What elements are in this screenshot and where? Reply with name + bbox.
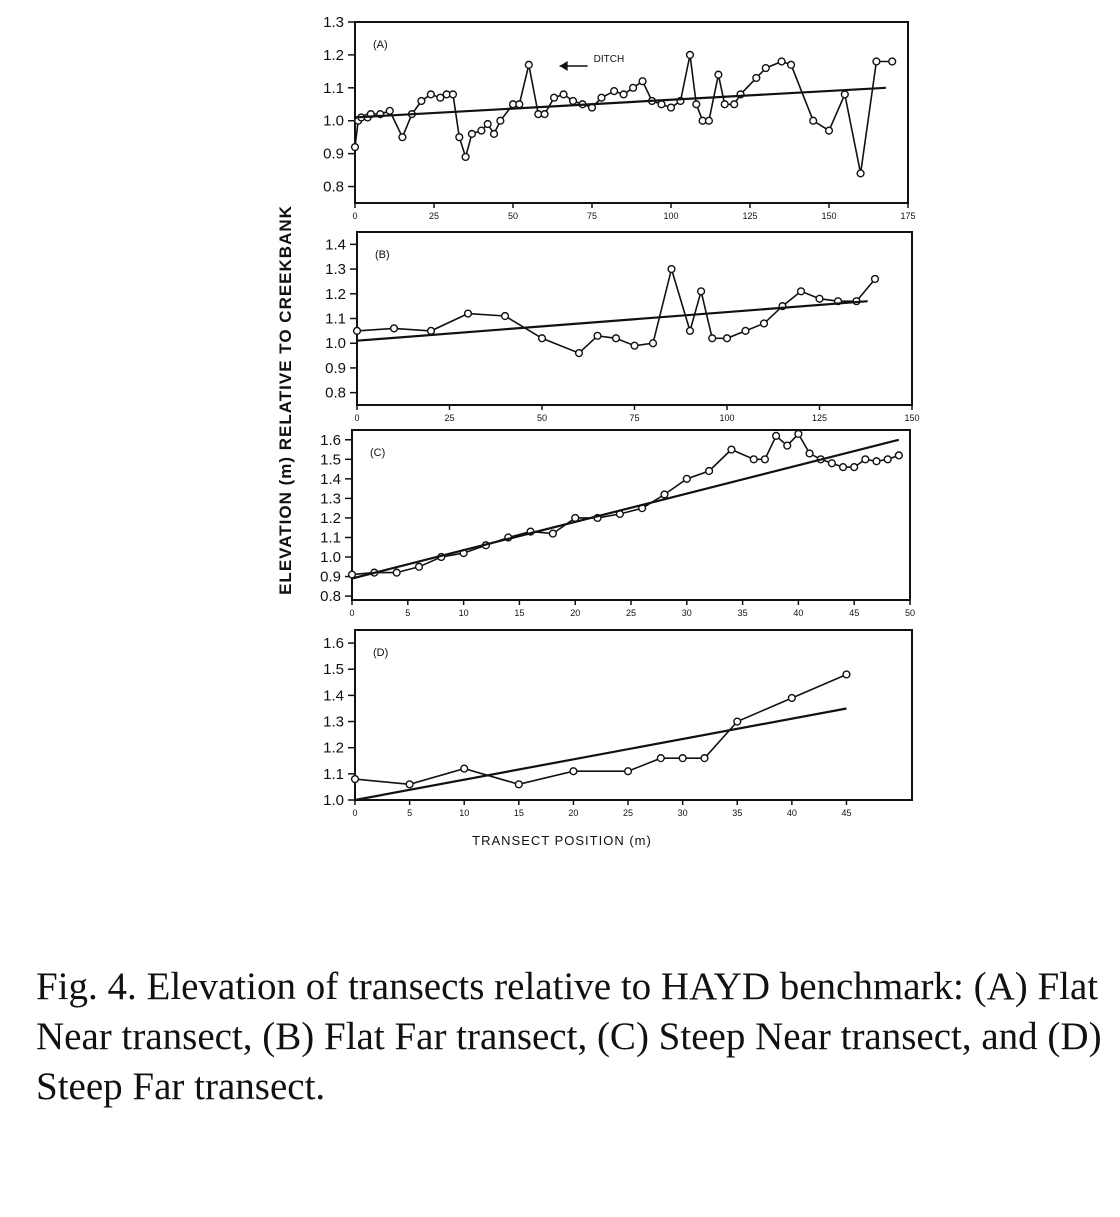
data-point	[843, 671, 850, 678]
x-tick-label: 40	[793, 608, 804, 618]
x-tick-label: 100	[719, 413, 735, 423]
series-trend	[355, 709, 847, 801]
data-point	[851, 464, 858, 471]
y-tick-label: 1.2	[320, 509, 341, 527]
data-point	[469, 130, 476, 137]
x-tick-label: 5	[407, 808, 413, 818]
data-point	[613, 335, 620, 342]
data-point	[416, 563, 423, 570]
data-point	[502, 313, 509, 320]
x-tick-label: 20	[568, 808, 579, 818]
data-point	[525, 61, 532, 68]
data-point	[551, 94, 558, 101]
data-point	[742, 327, 749, 334]
data-point	[497, 117, 504, 124]
y-tick-label: 1.4	[325, 236, 346, 254]
x-tick-label: 0	[352, 808, 358, 818]
data-point	[750, 456, 757, 463]
y-tick-label: 0.9	[323, 145, 344, 163]
data-point	[354, 327, 361, 334]
y-tick-label: 0.8	[325, 384, 346, 402]
y-tick-label: 0.8	[323, 178, 344, 196]
data-point	[889, 58, 896, 65]
panel-label: (D)	[373, 647, 389, 659]
data-point	[753, 75, 760, 82]
ditch-arrowhead	[560, 61, 568, 71]
data-point	[352, 776, 359, 783]
y-tick-label: 1.0	[323, 112, 344, 130]
data-point	[620, 91, 627, 98]
data-point	[840, 464, 847, 471]
y-tick-label: 1.6	[320, 431, 341, 449]
plot-frame	[355, 630, 912, 800]
data-point	[873, 458, 880, 465]
data-point	[650, 340, 657, 347]
y-tick-label: 1.3	[323, 14, 344, 31]
data-point	[611, 88, 618, 95]
data-point	[661, 491, 668, 498]
data-point	[841, 91, 848, 98]
data-point	[516, 101, 523, 108]
x-tick-label: 50	[536, 413, 548, 423]
y-tick-label: 1.3	[325, 261, 346, 279]
data-point	[731, 101, 738, 108]
panel-b	[325, 232, 919, 423]
data-point	[428, 327, 435, 334]
x-tick-label: 35	[737, 608, 748, 618]
data-point	[630, 84, 637, 91]
y-tick-label: 1.1	[323, 79, 344, 97]
x-tick-label: 0	[354, 413, 360, 423]
x-tick-label: 50	[904, 608, 916, 618]
x-tick-label: 125	[811, 413, 828, 423]
y-tick-label: 1.1	[323, 765, 344, 783]
data-point	[728, 446, 735, 453]
data-point	[687, 52, 694, 59]
data-point	[683, 475, 690, 482]
x-tick-label: 10	[458, 608, 469, 618]
x-tick-label: 15	[514, 608, 525, 618]
panel-label: (A)	[373, 39, 388, 51]
x-tick-label: 100	[663, 211, 679, 221]
y-tick-label: 1.6	[323, 635, 344, 653]
y-tick-label: 1.3	[320, 490, 341, 508]
data-point	[857, 170, 864, 177]
data-point	[658, 101, 665, 108]
y-tick-label: 1.1	[320, 529, 341, 547]
data-point	[515, 781, 522, 788]
data-point	[461, 765, 468, 772]
data-point	[721, 101, 728, 108]
series-trend	[357, 301, 868, 341]
data-point	[427, 91, 434, 98]
data-point	[639, 78, 646, 85]
y-tick-label: 1.0	[320, 549, 341, 567]
y-tick-label: 1.3	[323, 713, 344, 731]
panel-label: (C)	[370, 447, 386, 459]
data-point	[560, 91, 567, 98]
data-point	[734, 718, 741, 725]
x-tick-label: 15	[513, 808, 524, 818]
y-tick-label: 1.5	[320, 451, 341, 469]
data-point	[784, 442, 791, 449]
data-point	[810, 117, 817, 124]
data-point	[709, 335, 716, 342]
data-point	[706, 468, 713, 475]
data-point	[668, 104, 675, 111]
x-tick-label: 20	[570, 608, 581, 618]
data-point	[541, 111, 548, 118]
y-tick-label: 0.9	[320, 568, 341, 586]
series-elevation	[355, 675, 847, 785]
data-point	[884, 456, 891, 463]
data-point	[826, 127, 833, 134]
x-tick-label: 75	[586, 211, 598, 221]
data-point	[657, 755, 664, 762]
y-tick-label: 1.1	[325, 310, 346, 328]
x-tick-label: 45	[841, 808, 852, 818]
data-point	[352, 144, 359, 151]
panel-a	[323, 14, 915, 221]
plot-frame	[352, 430, 910, 600]
data-point	[456, 134, 463, 141]
series-elevation	[352, 434, 899, 575]
x-tick-label: 30	[677, 808, 688, 818]
data-point	[687, 327, 694, 334]
y-tick-label: 1.0	[323, 792, 344, 809]
y-tick-label: 0.9	[325, 359, 346, 377]
data-point	[391, 325, 398, 332]
x-tick-label: 35	[732, 808, 743, 818]
data-point	[872, 276, 879, 283]
data-point	[462, 154, 469, 161]
data-point	[668, 266, 675, 273]
data-point	[701, 755, 708, 762]
chart-panels	[320, 14, 919, 818]
y-tick-label: 1.5	[323, 661, 344, 679]
x-tick-label: 25	[428, 211, 440, 221]
panel-d	[323, 630, 912, 818]
figure-caption: Fig. 4. Elevation of transects relative to HAYD benchmark: (A) Flat Near transect, (B) Flat Far transect, (C) Steep Near transect, and (D) Steep Far transect.	[36, 965, 1102, 1108]
data-point	[465, 310, 472, 317]
data-point	[679, 755, 686, 762]
series-elevation	[355, 55, 892, 173]
data-point	[570, 98, 577, 105]
x-tick-label: 50	[507, 211, 519, 221]
data-point	[570, 768, 577, 775]
x-tick-label: 75	[629, 413, 640, 423]
x-tick-label: 30	[681, 608, 692, 618]
data-point	[715, 71, 722, 78]
y-tick-label: 1.4	[320, 470, 341, 488]
data-point	[386, 107, 393, 114]
data-point	[406, 781, 413, 788]
x-tick-label: 40	[786, 808, 797, 818]
data-point	[828, 460, 835, 467]
x-tick-label: 175	[900, 211, 916, 221]
data-point	[598, 94, 605, 101]
x-tick-label: 25	[625, 608, 637, 618]
data-point	[576, 350, 583, 357]
data-point	[788, 61, 795, 68]
y-axis-title: ELEVATION (m) RELATIVE TO CREEKBANK	[276, 205, 295, 595]
x-tick-label: 25	[623, 808, 634, 818]
data-point	[393, 569, 400, 576]
data-point	[399, 134, 406, 141]
y-tick-label: 1.0	[325, 335, 346, 353]
y-tick-label: 1.2	[323, 46, 344, 64]
x-tick-label: 10	[459, 808, 470, 818]
x-tick-label: 0	[352, 211, 358, 221]
data-point	[773, 432, 780, 439]
panel-c	[320, 430, 915, 618]
data-point	[862, 456, 869, 463]
ditch-annotation: DITCH	[593, 54, 625, 65]
data-point	[761, 320, 768, 327]
data-point	[762, 456, 769, 463]
data-point	[631, 342, 638, 349]
data-point	[816, 295, 823, 302]
data-point	[484, 121, 491, 128]
x-tick-label: 125	[742, 211, 758, 221]
data-point	[698, 288, 705, 295]
panel-label: (B)	[375, 249, 390, 261]
data-point	[478, 127, 485, 134]
data-point	[549, 530, 556, 537]
data-point	[895, 452, 902, 459]
x-tick-label: 0	[349, 608, 355, 618]
data-point	[788, 695, 795, 702]
data-point	[795, 431, 802, 438]
x-tick-label: 150	[821, 211, 837, 221]
data-point	[491, 130, 498, 137]
data-point	[693, 101, 700, 108]
x-tick-label: 25	[444, 413, 455, 423]
x-tick-label: 45	[849, 608, 860, 618]
y-tick-label: 0.8	[320, 588, 341, 606]
data-point	[873, 58, 880, 65]
y-tick-label: 1.2	[325, 285, 346, 303]
data-point	[778, 58, 785, 65]
x-tick-label: 150	[904, 413, 920, 423]
data-point	[625, 768, 632, 775]
data-point	[806, 450, 813, 457]
y-tick-label: 1.2	[323, 739, 344, 757]
x-tick-label: 5	[405, 608, 411, 618]
series-trend	[352, 440, 899, 579]
data-point	[798, 288, 805, 295]
data-point	[539, 335, 546, 342]
data-point	[418, 98, 425, 105]
y-tick-label: 1.4	[323, 687, 344, 705]
data-point	[450, 91, 457, 98]
data-point	[762, 65, 769, 72]
data-point	[706, 117, 713, 124]
data-point	[594, 332, 601, 339]
data-point	[724, 335, 731, 342]
x-axis-title: TRANSECT POSITION (m)	[472, 833, 652, 848]
